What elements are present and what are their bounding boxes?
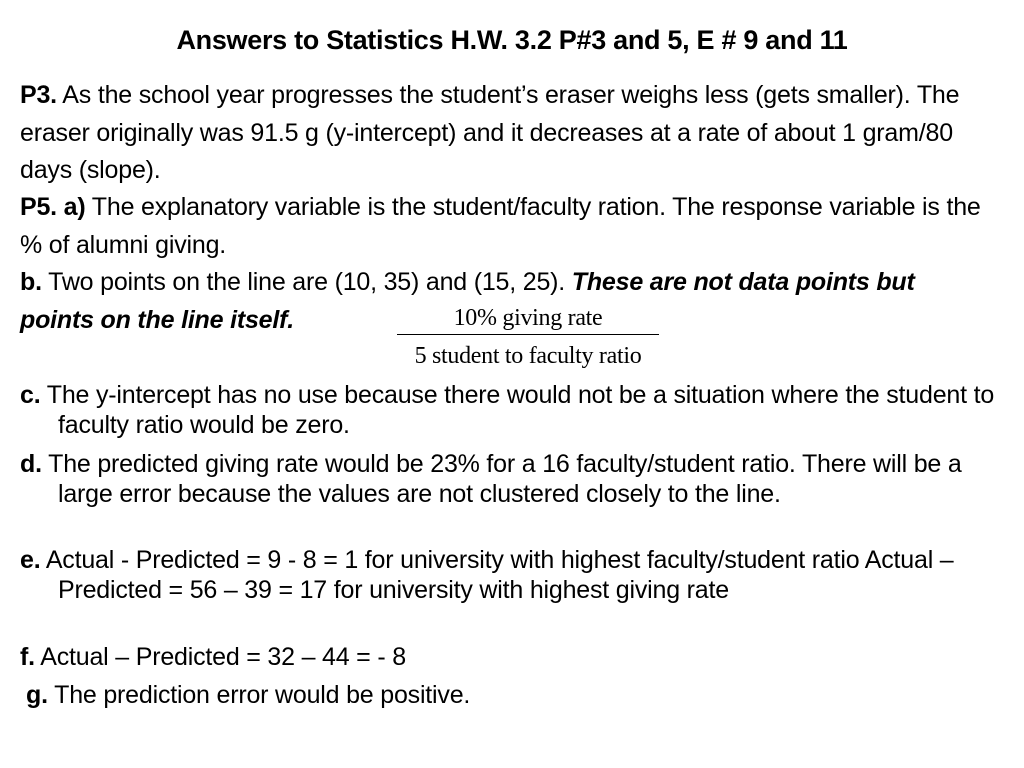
- answer-label: g.: [26, 681, 48, 709]
- fraction-denominator: 5 student to faculty ratio: [414, 343, 642, 369]
- answer-label: d.: [20, 450, 42, 478]
- answer-text: The predicted giving rate would be 23% for a 16 faculty/student ratio. There will be a large error because the values are not clustered closely to the line.: [41, 450, 962, 508]
- answer-p5a: [20, 189, 1005, 264]
- fraction-bar: [397, 334, 659, 335]
- answer-text: The explanatory variable is the student/faculty ration. The response variable is the % of alumni giving.: [20, 193, 981, 259]
- answer-label: P5. a): [20, 193, 86, 221]
- answer-text: The y-intercept has no use because there would not be a situation where the student to faculty ratio would be zero.: [40, 381, 995, 439]
- answer-d: [20, 450, 1000, 509]
- slope-fraction: [397, 303, 659, 371]
- answer-text: The prediction error would be positive.: [47, 681, 471, 709]
- answer-label: b.: [20, 268, 42, 296]
- answer-p3: [20, 77, 1005, 190]
- answer-text: Actual – Predicted = 32 – 44 = - 8: [34, 643, 406, 671]
- answer-label: e.: [20, 546, 41, 574]
- answer-label: f.: [20, 643, 35, 671]
- answer-text: As the school year progresses the student’s eraser weighs less (gets smaller). The eraser originally was 91.5 g (y-intercept) and it decreases at a rate of about 1 gram/80 days (slope).: [20, 81, 960, 184]
- answer-text: Actual - Predicted = 9 - 8 = 1 for university with highest faculty/student ratio Actual – Predicted = 56 – 39 = 17 for university with highest giving rate: [40, 546, 954, 604]
- page-title: Answers to Statistics H.W. 3.2 P#3 and 5, E # 9 and 11: [176, 25, 848, 55]
- answer-label: c.: [20, 381, 41, 409]
- answer-emphasis: These are not data points but points on the line itself.: [20, 268, 915, 334]
- answer-label: P3.: [20, 81, 57, 109]
- fraction-numerator: 10% giving rate: [453, 305, 603, 331]
- answer-g: [26, 681, 1006, 711]
- answer-text: Two points on the line are (10, 35) and (15, 25).: [41, 268, 572, 296]
- answer-c: [20, 381, 1000, 440]
- answer-e: [20, 546, 1000, 605]
- answer-f: [20, 643, 1000, 673]
